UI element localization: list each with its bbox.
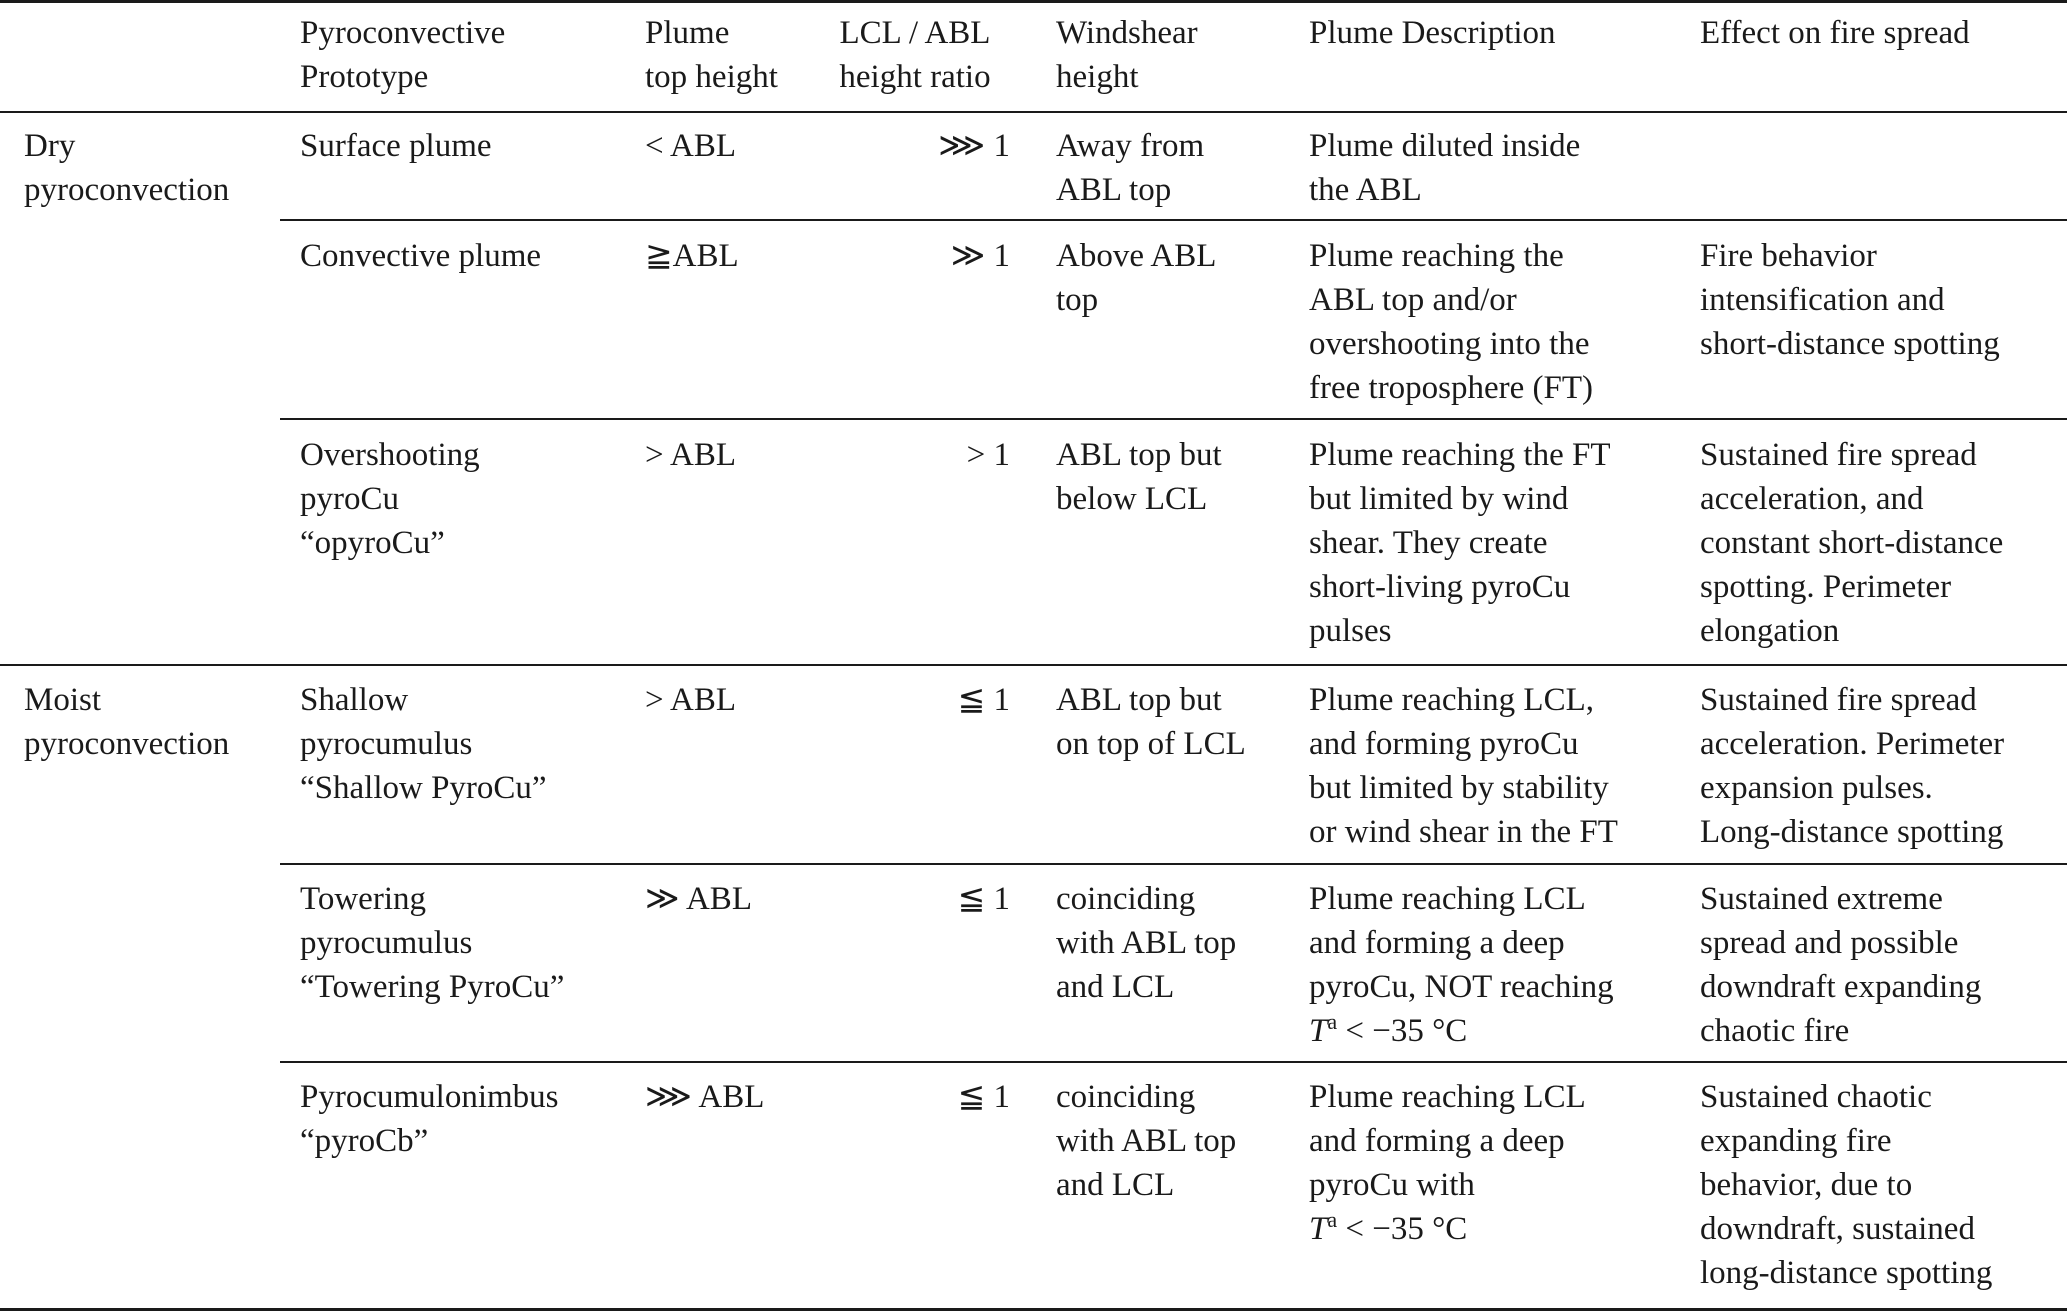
- cell-windshear: ABL top but on top of LCL: [1056, 682, 1246, 762]
- temperature-threshold: < −35 °C: [1337, 1013, 1468, 1049]
- cell-description: Plume reaching the FT but limited by wind shear. They create short-living pyroCu pulses: [1309, 437, 1611, 649]
- header-plume-top: Plume top height: [645, 15, 778, 95]
- cell-ratio: ≦ 1: [957, 881, 1010, 917]
- header-description: Plume Description: [1309, 15, 1556, 51]
- table-top-rule: [0, 0, 2067, 3]
- cell-effect: Sustained fire spread acceleration, and constant short-distance spotting. Perimeter elongation: [1700, 437, 2004, 649]
- header-prototype: Pyroconvective Prototype: [300, 15, 506, 95]
- cell-plume-top: > ABL: [645, 437, 737, 473]
- group-label-moist: Moist pyroconvection: [24, 682, 230, 762]
- cell-plume-top: < ABL: [645, 128, 737, 164]
- cell-windshear: coinciding with ABL top and LCL: [1056, 1079, 1237, 1203]
- cell-prototype: Shallow pyrocumulus “Shallow PyroCu”: [300, 682, 547, 806]
- cell-effect: Sustained extreme spread and possible downdraft expanding chaotic fire: [1700, 881, 1982, 1049]
- cell-prototype: Towering pyrocumulus “Towering PyroCu”: [300, 881, 565, 1005]
- cell-prototype: Pyrocumulonimbus “pyroCb”: [300, 1079, 559, 1159]
- header-rule: [0, 111, 2067, 113]
- row-rule: [280, 863, 2067, 865]
- cell-plume-top: > ABL: [645, 682, 737, 718]
- header-ratio: LCL / ABL height ratio: [839, 15, 991, 95]
- cell-description: [1309, 1075, 1586, 1251]
- cell-description: Plume diluted inside the ABL: [1309, 128, 1581, 208]
- temperature-superscript: a: [1327, 1207, 1338, 1232]
- description-text: Plume reaching LCL and forming a deep pyroCu, NOT reaching: [1309, 881, 1614, 1005]
- table-bottom-rule: [0, 1308, 2067, 1311]
- temperature-symbol: T: [1309, 1211, 1328, 1247]
- cell-ratio: ≫ 1: [950, 238, 1010, 274]
- cell-prototype: Overshooting pyroCu “opyroCu”: [300, 437, 480, 561]
- header-windshear: Windshear height: [1056, 15, 1198, 95]
- cell-effect: Sustained fire spread acceleration. Perimeter expansion pulses. Long-distance spotting: [1700, 682, 2005, 850]
- temperature-condition: [1309, 1207, 1468, 1247]
- temperature-superscript: a: [1327, 1009, 1338, 1034]
- row-rule: [280, 418, 2067, 420]
- cell-windshear: ABL top but below LCL: [1056, 437, 1222, 517]
- cell-windshear: coinciding with ABL top and LCL: [1056, 881, 1237, 1005]
- cell-description: [1309, 877, 1614, 1053]
- cell-prototype: Surface plume: [300, 128, 492, 164]
- row-rule: [280, 1061, 2067, 1063]
- cell-plume-top: ≫ ABL: [645, 881, 752, 917]
- cell-description: Plume reaching the ABL top and/or overshooting into the free troposphere (FT): [1309, 238, 1594, 406]
- cell-windshear: Away from ABL top: [1056, 128, 1205, 208]
- cell-plume-top: ⋙ ABL: [645, 1079, 765, 1115]
- cell-ratio: ≦ 1: [957, 682, 1010, 718]
- temperature-threshold: < −35 °C: [1337, 1211, 1468, 1247]
- cell-effect: Fire behavior intensification and short-distance spotting: [1700, 238, 2000, 362]
- cell-effect: Sustained chaotic expanding fire behavior, due to downdraft, sustained long-distance spotting: [1700, 1079, 1993, 1291]
- cell-prototype: Convective plume: [300, 238, 542, 274]
- temperature-symbol: T: [1309, 1013, 1328, 1049]
- cell-ratio: ⋙ 1: [938, 128, 1010, 164]
- cell-plume-top: ≧ABL: [645, 238, 739, 274]
- cell-windshear: Above ABL top: [1056, 238, 1217, 318]
- cell-description: Plume reaching LCL, and forming pyroCu but limited by stability or wind shear in the FT: [1309, 682, 1618, 850]
- group-rule: [0, 664, 2067, 666]
- group-label-dry: Dry pyroconvection: [24, 128, 230, 208]
- header-effect: Effect on fire spread: [1700, 15, 1970, 51]
- temperature-condition: [1309, 1009, 1468, 1049]
- cell-ratio: ≦ 1: [957, 1079, 1010, 1115]
- description-text: Plume reaching LCL and forming a deep pyroCu with: [1309, 1079, 1586, 1203]
- row-rule: [280, 219, 2067, 221]
- cell-ratio: > 1: [966, 437, 1010, 473]
